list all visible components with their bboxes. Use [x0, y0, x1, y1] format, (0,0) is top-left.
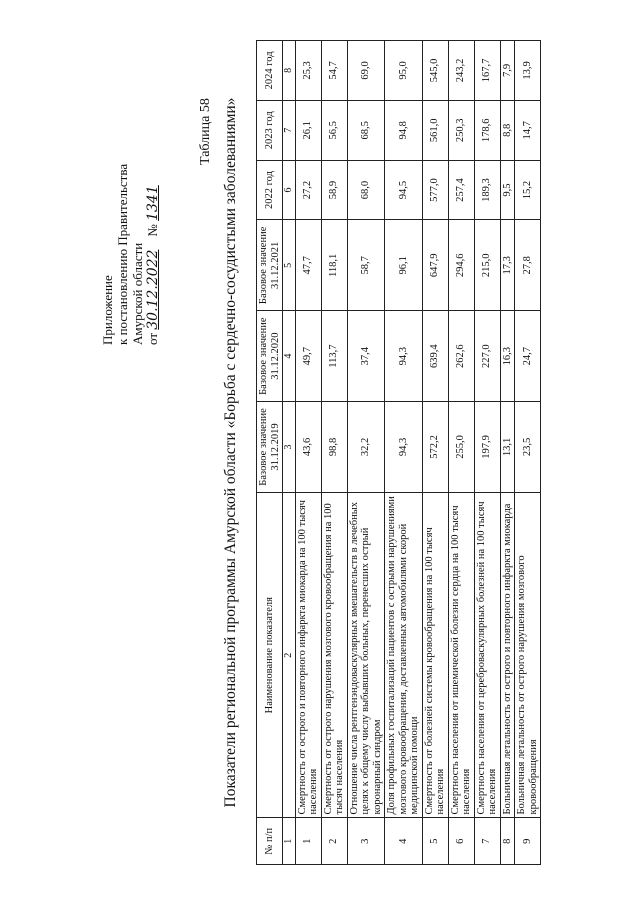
table-row [321, 41, 347, 865]
value-2022: 94,5 [385, 160, 423, 220]
base-2019-value: 13,1 [500, 402, 515, 493]
handwritten-number: 1341 [145, 185, 161, 221]
value-2024: 25,3 [295, 41, 321, 101]
col-index: 7 [283, 100, 296, 160]
appendix-line-3: Амурской области [130, 242, 145, 345]
row-number: 1 [295, 818, 321, 865]
value-2023: 56,5 [321, 100, 347, 160]
col-base-2021: Базовое значение 31.12.2021 [257, 220, 283, 311]
value-2022: 27,2 [295, 160, 321, 220]
value-2023: 178,6 [474, 100, 500, 160]
value-2024: 545,0 [422, 41, 448, 101]
col-index: 4 [283, 311, 296, 402]
value-2023: 68,5 [347, 100, 385, 160]
value-2023: 14,7 [515, 100, 541, 160]
value-2023: 561,0 [422, 100, 448, 160]
base-2021-value: 96,1 [385, 220, 423, 311]
base-2019-value: 98,8 [321, 402, 347, 493]
appendix-line-2: к постановлению Правительства [115, 163, 130, 345]
base-2020-value: 639,4 [422, 311, 448, 402]
col-index: 6 [283, 160, 296, 220]
col-2023: 2023 год [257, 100, 283, 160]
table-row [500, 41, 515, 865]
indicator-name: Доля профильных госпитализаций пациентов с острыми нарушениями мозгового кровообращения, доставленных автомобилями скорой медицинской помощи [385, 492, 423, 818]
indicator-name: Смертность от острого нарушения мозгового кровообращения на 100 тысяч населения [321, 492, 347, 818]
value-2022: 9,5 [500, 160, 515, 220]
value-2022: 257,4 [448, 160, 474, 220]
value-2023: 26,1 [295, 100, 321, 160]
value-2024: 13,9 [515, 41, 541, 101]
col-base-2019: Базовое значение 31.12.2019 [257, 402, 283, 493]
value-2023: 8,8 [500, 100, 515, 160]
row-number: 7 [474, 818, 500, 865]
base-2020-value: 24,7 [515, 311, 541, 402]
row-number: 8 [500, 818, 515, 865]
appendix-header [100, 65, 161, 345]
handwritten-date: 30.12.2022 [145, 249, 161, 330]
base-2021-value: 294,6 [448, 220, 474, 311]
col-index: 2 [283, 492, 296, 818]
appendix-line-1: Приложение [100, 275, 115, 345]
base-2020-value: 227,0 [474, 311, 500, 402]
base-2020-value: 16,3 [500, 311, 515, 402]
base-2019-value: 32,2 [347, 402, 385, 493]
value-2022: 58,9 [321, 160, 347, 220]
table-row [448, 41, 474, 865]
table-number: Таблица 58 [198, 98, 213, 165]
col-index: 8 [283, 41, 296, 101]
row-number: 4 [385, 818, 423, 865]
col-index: 5 [283, 220, 296, 311]
table-row [422, 41, 448, 865]
col-index: 1 [283, 818, 296, 865]
base-2020-value: 37,4 [347, 311, 385, 402]
table-row [347, 41, 385, 865]
base-2020-value: 94,3 [385, 311, 423, 402]
value-2022: 68,0 [347, 160, 385, 220]
col-2022: 2022 год [257, 160, 283, 220]
base-2021-value: 47,7 [295, 220, 321, 311]
value-2024: 54,7 [321, 41, 347, 101]
base-2020-value: 113,7 [321, 311, 347, 402]
from-label: от [145, 332, 160, 345]
value-2022: 577,0 [422, 160, 448, 220]
table-row [474, 41, 500, 865]
base-2021-value: 118,1 [321, 220, 347, 311]
value-2022: 15,2 [515, 160, 541, 220]
base-2019-value: 94,3 [385, 402, 423, 493]
base-2019-value: 572,2 [422, 402, 448, 493]
base-2019-value: 23,5 [515, 402, 541, 493]
base-2021-value: 17,3 [500, 220, 515, 311]
value-2024: 95,0 [385, 41, 423, 101]
base-2019-value: 43,6 [295, 402, 321, 493]
indicator-name: Смертность населения от ишемической болезни сердца на 100 тысяч населения [448, 492, 474, 818]
row-number: 3 [347, 818, 385, 865]
value-2023: 94,8 [385, 100, 423, 160]
base-2019-value: 197,9 [474, 402, 500, 493]
indicator-name: Смертность населения от цереброваскулярных болезней на 100 тысяч населения [474, 492, 500, 818]
value-2024: 7,9 [500, 41, 515, 101]
base-2021-value: 647,9 [422, 220, 448, 311]
row-number: 5 [422, 818, 448, 865]
appendix-date-line [145, 65, 161, 345]
indicator-name: Больничная летальность от острого нарушения мозгового кровообращения [515, 492, 541, 818]
indicator-name: Отношение числа рентгенэндоваскулярных вмешательств в лечебных целях к общему числу выбывших больных, перенесших острый коронарный синдром [347, 492, 385, 818]
indicator-name: Больничная летальность от острого и повторного инфаркта миокарда [500, 492, 515, 818]
number-label: № [145, 224, 160, 237]
table-row [295, 41, 321, 865]
col-num: № п/п [257, 818, 283, 865]
table-body [295, 41, 541, 865]
header-row [257, 41, 283, 865]
value-2023: 250,3 [448, 100, 474, 160]
value-2022: 189,3 [474, 160, 500, 220]
table-row [515, 41, 541, 865]
base-2021-value: 215,0 [474, 220, 500, 311]
column-index-row [283, 41, 296, 865]
table-caption: Показатели региональной программы Амурской области «Борьба с сердечно-сосудистыми заболеваниями» [222, 97, 239, 808]
value-2024: 167,7 [474, 41, 500, 101]
table-row [385, 41, 423, 865]
indicator-name: Смертность от острого и повторного инфаркта миокарда на 100 тысяч населения [295, 492, 321, 818]
row-number: 6 [448, 818, 474, 865]
base-2020-value: 262,6 [448, 311, 474, 402]
base-2021-value: 58,7 [347, 220, 385, 311]
row-number: 9 [515, 818, 541, 865]
base-2020-value: 49,7 [295, 311, 321, 402]
row-number: 2 [321, 818, 347, 865]
value-2024: 69,0 [347, 41, 385, 101]
value-2024: 243,2 [448, 41, 474, 101]
base-2021-value: 27,8 [515, 220, 541, 311]
indicators-table [256, 40, 541, 865]
base-2019-value: 255,0 [448, 402, 474, 493]
col-2024: 2024 год [257, 41, 283, 101]
indicator-name: Смертность от болезней системы кровообращения на 100 тысяч населения [422, 492, 448, 818]
col-name: Наименование показателя [257, 492, 283, 818]
col-index: 3 [283, 402, 296, 493]
col-base-2020: Базовое значение 31.12.2020 [257, 311, 283, 402]
